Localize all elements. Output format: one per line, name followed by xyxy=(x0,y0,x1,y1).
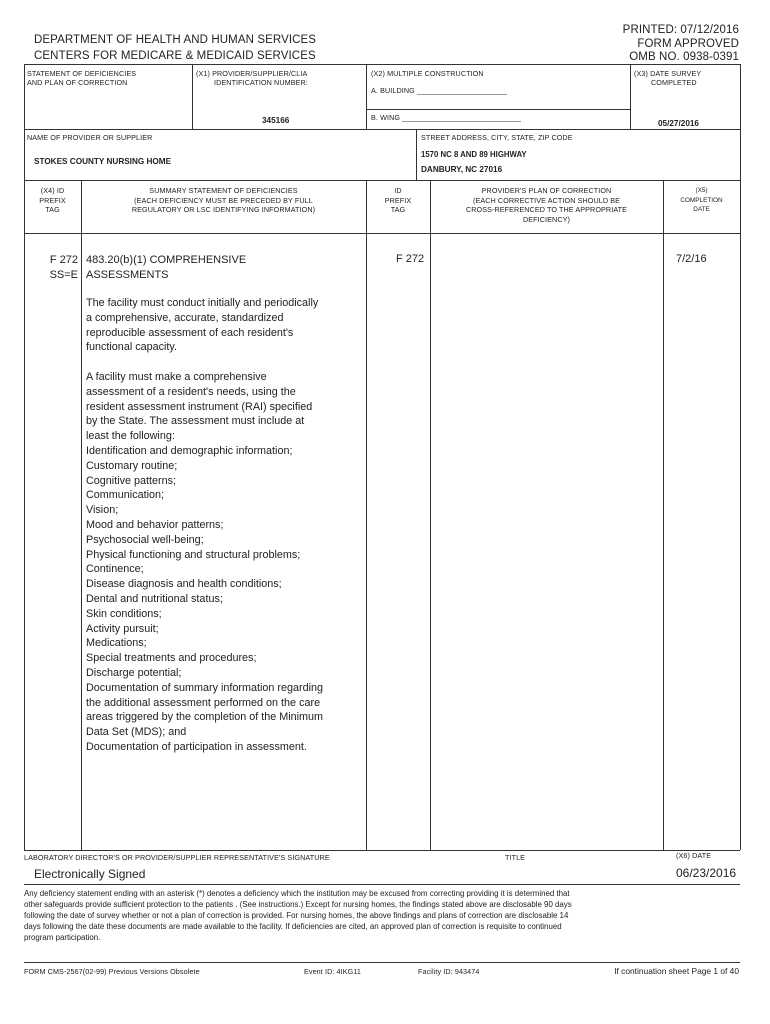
id-header-line-3: TAG xyxy=(390,205,406,214)
survey-completed-date: 05/27/2016 xyxy=(658,119,699,128)
frame-right xyxy=(740,64,741,850)
x5-header-line-1: (X5) xyxy=(695,187,708,194)
x3-label-2: COMPLETED xyxy=(651,78,697,87)
rule-signature xyxy=(24,884,740,885)
form-approved: FORM APPROVED xyxy=(637,38,739,50)
rule-columns xyxy=(24,233,740,234)
divider-x1 xyxy=(192,64,193,129)
summary-header-line-1: SUMMARY STATEMENT OF DEFICIENCIES xyxy=(149,186,298,195)
address-line-1: 1570 NC 8 AND 89 HIGHWAY xyxy=(421,150,527,159)
signature-label: LABORATORY DIRECTOR'S OR PROVIDER/SUPPLIER REPRESENTATIVE'S SIGNATURE xyxy=(24,853,330,862)
rule-body-bottom xyxy=(24,850,740,851)
x5-header-line-3: DATE xyxy=(693,206,710,213)
x4-header-line-1: (X4) ID xyxy=(40,186,65,195)
frame-left xyxy=(24,64,25,850)
department-name: DEPARTMENT OF HEALTH AND HUMAN SERVICES xyxy=(34,34,317,46)
agency-name: CENTERS FOR MEDICARE & MEDICAID SERVICES xyxy=(34,50,316,62)
printed-date: PRINTED: 07/12/2016 xyxy=(622,24,739,36)
x1-label-1: (X1) PROVIDER/SUPPLIER/CLIA xyxy=(196,69,308,78)
divider-x2 xyxy=(366,64,367,129)
title-label: TITLE xyxy=(505,853,526,862)
scope-severity: SS=E xyxy=(49,269,78,281)
page-number: If continuation sheet Page 1 of 40 xyxy=(614,966,739,976)
provider-id-number: 345166 xyxy=(262,116,290,125)
rule-id-block xyxy=(24,129,740,130)
omb-number: OMB NO. 0938-0391 xyxy=(629,51,739,63)
col-divider-1 xyxy=(81,180,82,850)
event-id: Event ID: 4IKG11 xyxy=(304,967,361,976)
rule-footer xyxy=(24,962,740,963)
address-label: STREET ADDRESS, CITY, STATE, ZIP CODE xyxy=(421,133,573,142)
id-header-line-1: ID xyxy=(394,186,402,195)
summary-header-line-3: REGULATORY OR LSC IDENTIFYING INFORMATION) xyxy=(131,205,316,214)
deficiency-tag xyxy=(24,253,78,283)
statement-label-1: STATEMENT OF DEFICIENCIES xyxy=(27,69,137,78)
plan-header-line-2: (EACH CORRECTIVE ACTION SHOULD BE xyxy=(472,195,621,205)
deficiency-paragraph-2: A facility must make a comprehensive assessment of a resident's needs, using the resident assessment instrument (RAI) specified by the State. The assessment must include at least the following: Identification and demographic information; Customary routine; Cognitive patterns; Communication; Vision; Mood and behavior patterns; Psychosocial well-being; Physical functioning and structural problems; Continence; Disease diagnosis and health conditions; Dental and nutritional status; Skin conditions; Activity pursuit; Medications; Special treatments and procedures; Discharge potential; Documentation of summary information regarding the additional assessment performed on the care areas triggered by the completion of the Minimum Data Set (MDS); and Documentation of participation in assessment. xyxy=(86,371,324,753)
divider-address xyxy=(416,129,417,180)
deficiency-title-line-2: ASSESSMENTS xyxy=(86,269,169,281)
plan-id-tag: F 272 xyxy=(396,253,425,265)
plan-header-line-4: DEFICIENCY) xyxy=(522,214,571,224)
deficiency-tag-code: F 272 xyxy=(49,254,78,266)
x4-header-line-2: PREFIX xyxy=(39,195,66,205)
signature-date: 06/23/2016 xyxy=(676,866,737,880)
signature-date-label: (X6) DATE xyxy=(676,851,712,860)
electronic-signature: Electronically Signed xyxy=(34,867,146,881)
plan-header-line-3: CROSS-REFERENCED TO THE APPROPRIATE xyxy=(465,205,628,214)
plan-header-line-1: PROVIDER'S PLAN OF CORRECTION xyxy=(481,186,612,195)
x4-header-line-3: TAG xyxy=(45,205,60,214)
id-header xyxy=(366,186,430,215)
x2-building: A. BUILDING ______________________ xyxy=(371,86,508,95)
x5-header xyxy=(663,186,740,215)
provider-name-label: NAME OF PROVIDER OR SUPPLIER xyxy=(27,133,153,142)
x5-header-line-2: COMPLETION xyxy=(680,196,723,204)
col-divider-4 xyxy=(663,180,664,850)
id-header-line-2: PREFIX xyxy=(384,195,412,205)
x2-wing: B. WING _____________________________ xyxy=(371,113,521,122)
col-divider-3 xyxy=(430,180,431,850)
divider-x3 xyxy=(630,64,631,129)
x1-label-2: IDENTIFICATION NUMBER: xyxy=(214,78,308,87)
divider-building-wing xyxy=(366,109,630,110)
address-line-2: DANBURY, NC 27016 xyxy=(421,165,503,174)
rule-provider xyxy=(24,180,740,181)
statement-label-2: AND PLAN OF CORRECTION xyxy=(27,78,128,87)
x2-label: (X2) MULTIPLE CONSTRUCTION xyxy=(371,69,484,78)
summary-header xyxy=(81,186,366,215)
rule-top xyxy=(24,64,740,65)
disclaimer-text: Any deficiency statement ending with an asterisk (*) denotes a deficiency which the institution may be excused from correcting providing it is determined that other safeguards provide sufficient protection to the patients . (See instructions.) Except for nursing homes, the findings stated above are disclosable 90 days following the date of survey whether or not a plan of correction is provided. For nursing homes, the above findings and plans of correction are disclosable 14 days following the date these documents are made available to the facility. If deficiencies are cited, an approved plan of correction is requisite to continued program participation. xyxy=(24,889,572,942)
form-number: FORM CMS-2567(02-99) Previous Versions Obsolete xyxy=(24,967,200,976)
facility-id: Facility ID: 943474 xyxy=(418,967,480,976)
completion-date: 7/2/16 xyxy=(676,253,707,265)
x3-label-1: (X3) DATE SURVEY xyxy=(634,69,702,78)
col-divider-2 xyxy=(366,180,367,850)
provider-name: STOKES COUNTY NURSING HOME xyxy=(34,157,172,166)
plan-header xyxy=(430,186,663,224)
deficiency-title-line-1: 483.20(b)(1) COMPREHENSIVE xyxy=(86,254,247,266)
deficiency-title xyxy=(86,253,246,283)
deficiency-paragraph-1: The facility must conduct initially and periodically a comprehensive, accurate, standardized reproducible assessment of each resident's functional capacity. xyxy=(86,297,319,354)
summary-header-line-2: (EACH DEFICIENCY MUST BE PRECEDED BY FULL xyxy=(134,195,313,205)
x4-header xyxy=(24,186,81,215)
